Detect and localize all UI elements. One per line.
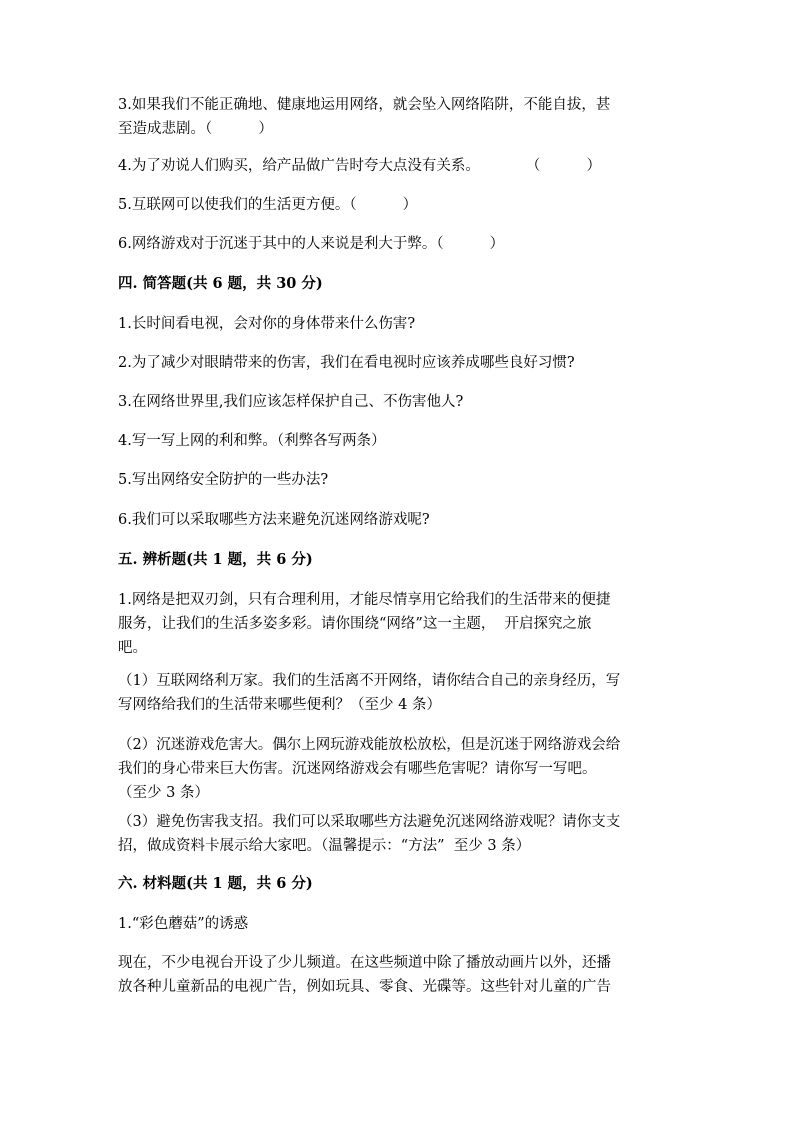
section-4-heading-text: 四. 简答题(共 6 题，共 30 分) [118, 275, 323, 292]
section-6-heading [118, 872, 678, 896]
section-5-intro-line-1: 1.网络是把双刃剑，只有合理利用，才能尽情享用它给我们的生活带来的便捷 [118, 592, 611, 608]
section-4-heading [118, 272, 678, 296]
section-4-q6 [118, 508, 678, 532]
section-5-sub-3-line-1: （3）避免伤害我支招。我们可以采取哪些方法避免沉迷网络游戏呢？请你支支 [118, 814, 621, 830]
section-4-q1 [118, 312, 678, 336]
section-5-sub-2-line-3: （至少 3 条） [118, 785, 209, 801]
section-4-q3-text: 3.在网络世界里,我们应该怎样保护自己、不伤害他人? [118, 394, 464, 410]
tf-item-3 [118, 93, 678, 141]
section-6-paragraph-line-2: 放各种儿童新品的电视广告，例如玩具、零食、光碟等。这些针对儿童的广告 [118, 979, 611, 995]
section-5-sub-1-line-1: （1）互联网络利万家。我们的生活离不开网络，请你结合自己的亲身经历，写 [118, 673, 621, 689]
section-6-item-title-text: 1.“彩色蘑菇”的诱惑 [118, 916, 249, 932]
section-4-q5-text: 5.写出网络安全防护的一些办法? [118, 472, 329, 488]
section-4-q5 [118, 468, 678, 492]
section-5-heading [118, 548, 678, 572]
section-5-sub-2-line-1: （2）沉迷游戏危害大。偶尔上网玩游戏能放松放松，但是沉迷于网络游戏会给 [118, 737, 621, 753]
section-4-q6-text: 6.我们可以采取哪些方法来避免沉迷网络游戏呢? [118, 512, 430, 528]
section-6-heading-text: 六. 材料题(共 1 题，共 6 分) [118, 875, 313, 892]
section-5-sub-1-line-2: 写网络给我们的生活带来哪些便利？（至少 4 条） [118, 697, 441, 713]
section-5-heading-text: 五. 辨析题(共 1 题，共 6 分) [118, 551, 313, 568]
section-4-q3 [118, 390, 678, 414]
section-5-sub-2-line-2: 我们的身心带来巨大伤害。沉迷网络游戏会有哪些危害呢？请你写一写吧。 [118, 761, 597, 777]
section-4-q4 [118, 429, 678, 453]
section-5-sub-2 [118, 733, 678, 805]
section-5-intro-line-3: 吧。 [118, 640, 147, 656]
section-4-q1-text: 1.长时间看电视，会对你的身体带来什么伤害? [118, 316, 416, 332]
section-6-item-title [118, 912, 678, 936]
tf-item-6-line-1: 6.网络游戏对于沉迷于其中的人来说是利大于弊。（ ） [118, 236, 505, 252]
section-4-q4-text: 4.写一写上网的利和弊。（利弊各写两条） [118, 433, 386, 449]
tf-item-3-line-1: 3.如果我们不能正确地、健康地运用网络，就会坠入网络陷阱，不能自拔，甚 [118, 97, 611, 113]
tf-item-5 [118, 193, 678, 217]
section-5-sub-3 [118, 810, 678, 858]
tf-item-5-line-1: 5.互联网可以使我们的生活更方便。（ ） [118, 197, 418, 213]
section-5-sub-3-line-2: 招，做成资料卡展示给大家吧。（温馨提示：“方法” 至少 3 条） [118, 838, 531, 854]
section-5-intro-line-2: 服务，让我们的生活多姿多彩。请你围绕“网络”这一主题， 开启探究之旅 [118, 616, 592, 632]
section-6-paragraph-line-1: 现在，不少电视台开设了少儿频道。在这些频道中除了播放动画片以外，还播 [118, 955, 611, 971]
section-4-q2-text: 2.为了减少对眼睛带来的伤害，我们在看电视时应该养成哪些良好习惯? [118, 355, 575, 371]
section-5-intro [118, 588, 678, 660]
tf-item-6 [118, 232, 678, 256]
section-4-q2 [118, 351, 678, 375]
tf-item-4 [118, 154, 678, 178]
section-6-paragraph [118, 951, 678, 999]
tf-item-4-line-1: 4.为了劝说人们购买，给产品做广告时夸大点没有关系。 （ ） [118, 158, 602, 174]
section-5-sub-1 [118, 669, 678, 717]
tf-item-3-line-2: 至造成悲剧。（ ） [118, 121, 273, 137]
